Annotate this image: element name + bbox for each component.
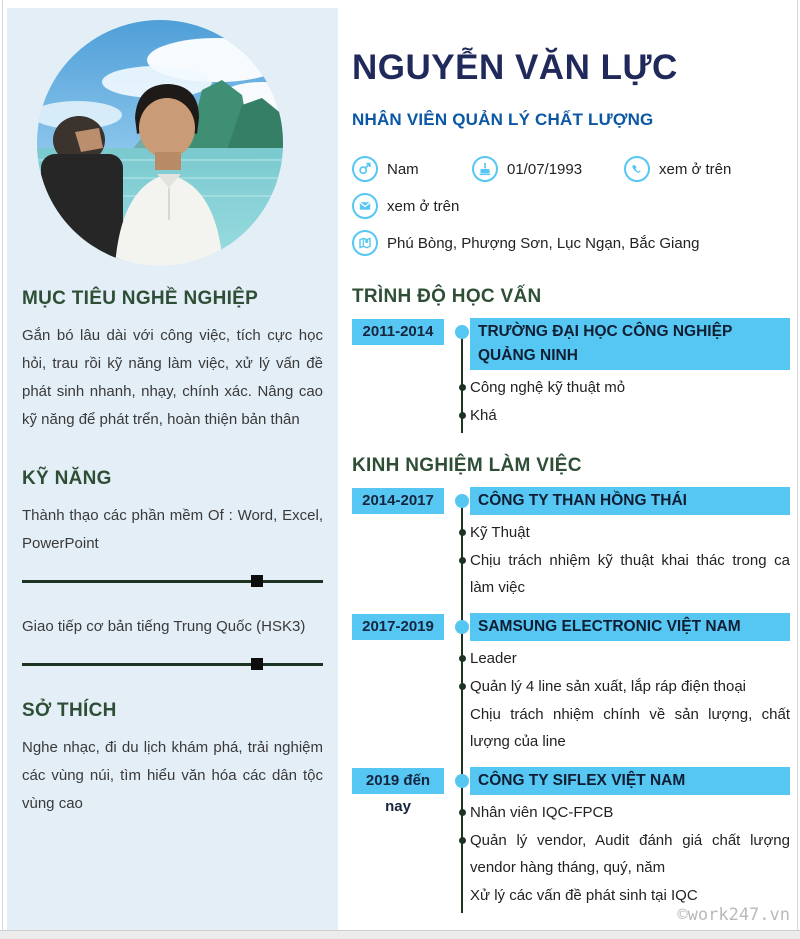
- experience-entry: [352, 767, 790, 917]
- bullet-item: Quản lý vendor, Audit đánh giá chất lượng vendor hàng tháng, quý, năm: [470, 827, 790, 881]
- page-left-border: [2, 0, 3, 931]
- timeline-dot: [455, 774, 469, 788]
- contact-phone: [624, 156, 731, 182]
- objective-section: [22, 288, 323, 434]
- skill-item: [22, 613, 323, 666]
- bullet-item: Leader: [470, 645, 790, 672]
- skill-level-slider: [22, 663, 323, 666]
- experience-entry: [352, 487, 790, 609]
- contact-birthday: [472, 156, 624, 182]
- education-section: [352, 286, 790, 437]
- contact-row: [352, 230, 790, 256]
- birthday-icon: [472, 156, 498, 182]
- phone-value: xem ở trên: [659, 160, 732, 178]
- timeline-dot: [455, 325, 469, 339]
- page-right-border: [797, 0, 798, 931]
- contact-address: [352, 230, 699, 256]
- company-name: SAMSUNG ELECTRONIC VIỆT NAM: [470, 613, 790, 641]
- entry-content: [470, 767, 790, 917]
- contact-row: [352, 193, 790, 219]
- education-heading: TRÌNH ĐỘ HỌC VẤN: [352, 286, 542, 307]
- birthday-value: 01/07/1993: [507, 160, 583, 178]
- skill-name: Thành thạo các phần mềm Of : Word, Excel, PowerPoint: [22, 507, 323, 552]
- objective-heading: MỤC TIÊU NGHỀ NGHIỆP: [22, 288, 259, 309]
- phone-icon: [624, 156, 650, 182]
- period-badge: 2014-2017: [352, 488, 444, 514]
- education-timeline: [352, 318, 790, 437]
- experience-entry: [352, 613, 790, 763]
- bullet-item: Nhân viên IQC-FPCB: [470, 799, 790, 826]
- company-name: CÔNG TY THAN HỒNG THÁI: [470, 487, 790, 515]
- profile-photo-illustration: [37, 20, 283, 266]
- entry-content: [470, 613, 790, 763]
- skills-section: [22, 468, 323, 666]
- skill-level-slider: [22, 580, 323, 583]
- contact-info: [352, 156, 790, 256]
- bullet-item: Công nghệ kỹ thuật mỏ: [470, 374, 790, 401]
- period-badge: 2019 đến nay: [352, 768, 444, 794]
- experience-section: [352, 455, 790, 917]
- skill-slider-handle: [251, 658, 263, 670]
- timeline-dot: [455, 620, 469, 634]
- email-value: xem ở trên: [387, 197, 460, 215]
- skill-item: [22, 502, 323, 583]
- skill-name: Giao tiếp cơ bản tiếng Trung Quốc (HSK3): [22, 618, 306, 635]
- period-badge: 2011-2014: [352, 319, 444, 345]
- bullet-item: Khá: [470, 402, 790, 429]
- bullet-item: Xử lý các vấn đề phát sinh tại IQC: [470, 887, 698, 904]
- hobbies-heading: SỞ THÍCH: [22, 700, 117, 721]
- contact-row: [352, 156, 790, 182]
- contact-email: [352, 193, 459, 219]
- footer-strip: [0, 930, 800, 939]
- gender-value: Nam: [387, 160, 419, 178]
- period-badge: 2017-2019: [352, 614, 444, 640]
- entry-bullets: [470, 374, 790, 429]
- hobbies-section: [22, 700, 323, 818]
- job-title: NHÂN VIÊN QUẢN LÝ CHẤT LƯỢNG: [352, 110, 654, 129]
- experience-timeline: [352, 487, 790, 917]
- bullet-item: Kỹ Thuật: [470, 519, 790, 546]
- skills-heading: KỸ NĂNG: [22, 468, 112, 489]
- education-entry: [352, 318, 790, 437]
- profile-photo: [37, 20, 283, 266]
- hobbies-body: Nghe nhạc, đi du lịch khám phá, trải nghiệm các vùng núi, tìm hiểu văn hóa các dân tộc vùng cao: [22, 739, 323, 812]
- timeline-dot: [455, 494, 469, 508]
- email-icon: [352, 193, 378, 219]
- entry-content: [470, 487, 790, 609]
- bullet-item: Quản lý 4 line sản xuất, lắp ráp điện thoại: [470, 673, 790, 700]
- watermark: ©work247.vn: [677, 905, 790, 925]
- entry-bullets: [470, 799, 790, 909]
- bullet-item: Chịu trách nhiệm kỹ thuật khai thác trong ca làm việc: [470, 547, 790, 601]
- sidebar-content: [22, 288, 323, 852]
- school-name: TRƯỜNG ĐẠI HỌC CÔNG NGHIỆP QUẢNG NINH: [470, 318, 790, 370]
- company-name: CÔNG TY SIFLEX VIỆT NAM: [470, 767, 790, 795]
- entry-bullets: [470, 645, 790, 755]
- objective-body: Gắn bó lâu dài với công việc, tích cực học hỏi, trau rồi kỹ năng làm việc, xử lý vấn đề phát sinh nhanh, nhạy, chính xác. Nâng cao kỹ năng để phát trển, hoàn thiện bản thân: [22, 327, 323, 428]
- experience-heading: KINH NGHIỆM LÀM VIỆC: [352, 455, 582, 476]
- main-column: [352, 0, 790, 921]
- skill-slider-handle: [251, 575, 263, 587]
- candidate-name: NGUYỄN VĂN LỰC: [352, 48, 678, 87]
- gender-icon: [352, 156, 378, 182]
- location-icon: [352, 230, 378, 256]
- sidebar: [7, 8, 338, 930]
- bullet-item: Chịu trách nhiệm chính về sản lượng, chất lượng của line: [470, 706, 790, 750]
- contact-gender: [352, 156, 472, 182]
- entry-content: [470, 318, 790, 437]
- address-value: Phú Bòng, Phượng Sơn, Lục Ngạn, Bắc Giang: [387, 234, 700, 252]
- entry-bullets: [470, 519, 790, 601]
